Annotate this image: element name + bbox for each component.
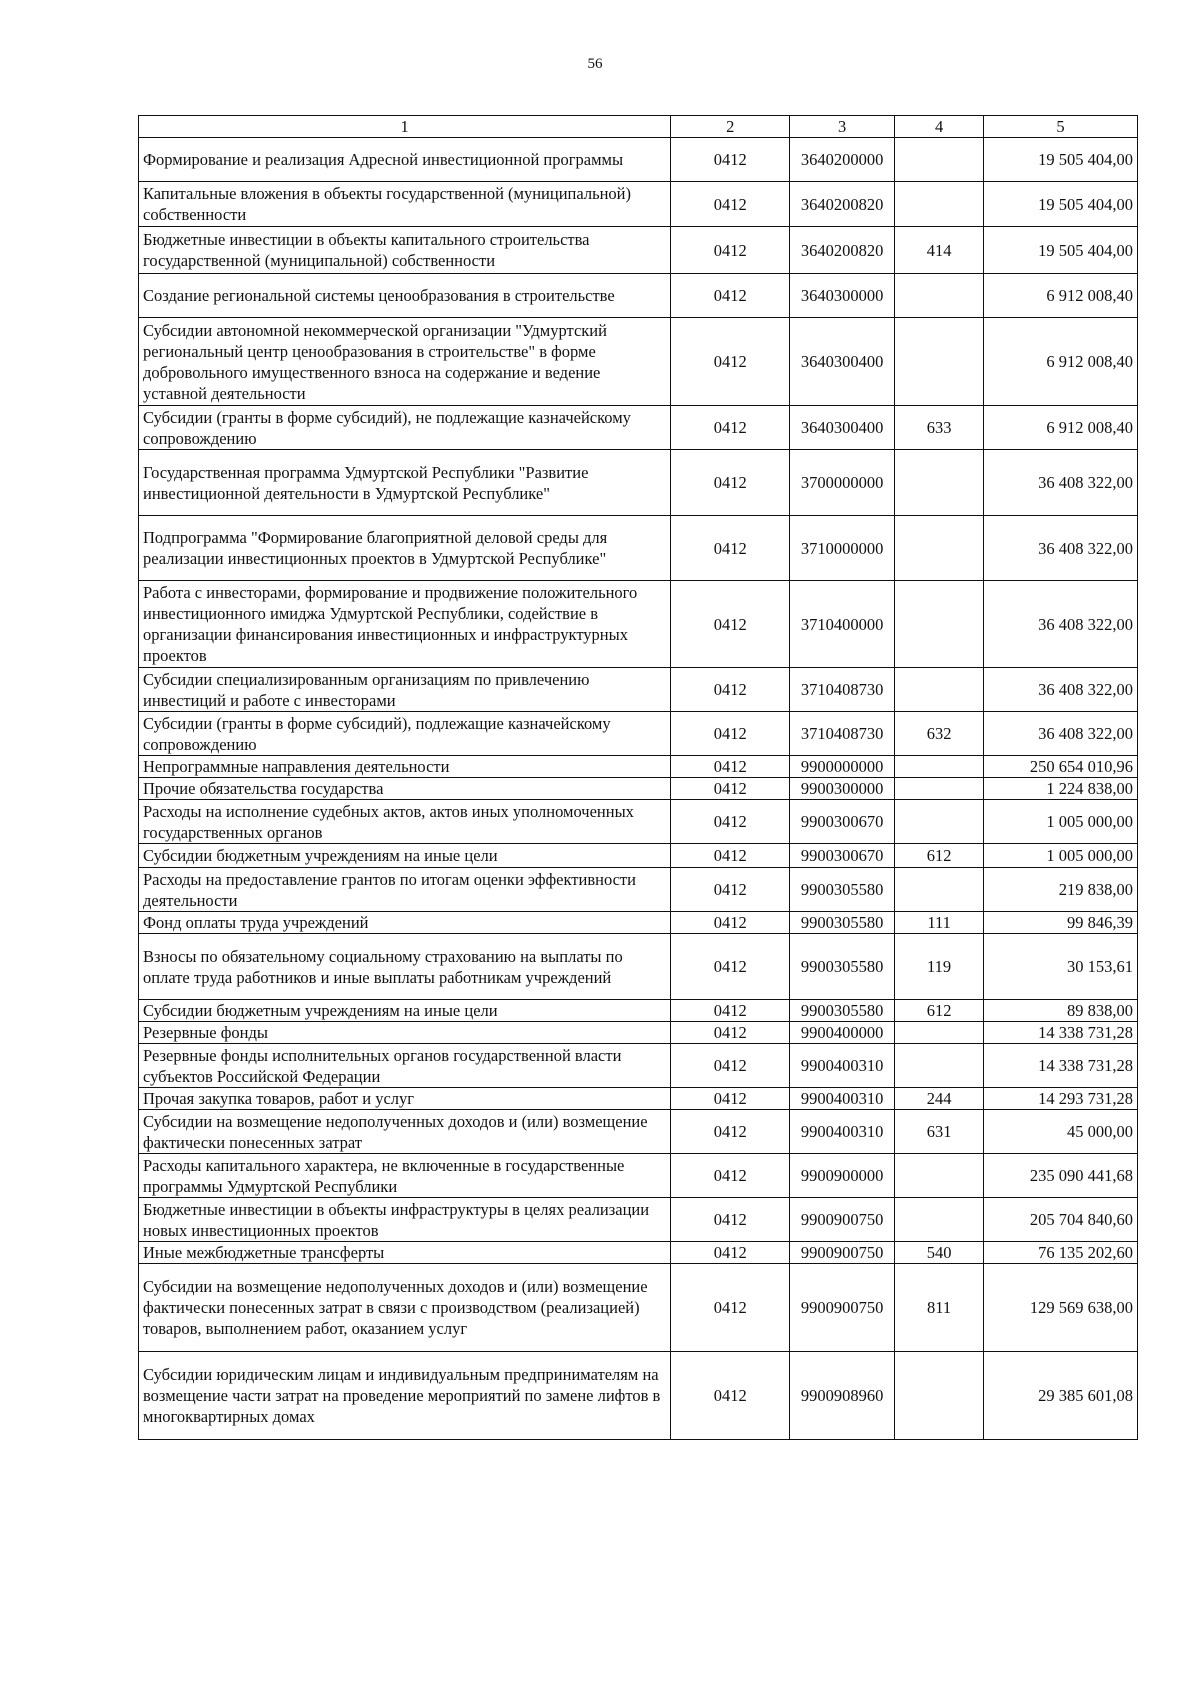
row-name: Субсидии юридическим лицам и индивидуальным предпринимателям на возмещение части затрат на проведение мероприятий по замене лифтов в многоквартирных домах (139, 1352, 671, 1440)
row-name: Резервные фонды (139, 1022, 671, 1044)
row-expense-type (895, 756, 984, 778)
row-expense-type (895, 182, 984, 227)
row-amount: 6 912 008,40 (984, 318, 1138, 406)
row-target-code: 9900908960 (790, 1352, 895, 1440)
row-name: Взносы по обязательному социальному страхованию на выплаты по оплате труда работников и иные выплаты работникам учреждений (139, 934, 671, 1000)
table-row (139, 912, 1138, 934)
row-name: Формирование и реализация Адресной инвестиционной программы (139, 138, 671, 182)
row-section: 0412 (671, 868, 790, 912)
row-name: Создание региональной системы ценообразования в строительстве (139, 274, 671, 318)
row-target-code: 9900400310 (790, 1110, 895, 1154)
row-section: 0412 (671, 182, 790, 227)
row-name: Субсидии (гранты в форме субсидий), не подлежащие казначейскому сопровождению (139, 406, 671, 450)
page-number: 56 (587, 56, 603, 72)
row-name: Субсидии автономной некоммерческой организации "Удмуртский региональный центр ценообразования в строительстве" в форме добровольного имущественного взноса на содержание и ведение уставной деятельности (139, 318, 671, 406)
row-name: Иные межбюджетные трансферты (139, 1242, 671, 1264)
row-section: 0412 (671, 138, 790, 182)
table-row (139, 1198, 1138, 1242)
row-amount: 89 838,00 (984, 1000, 1138, 1022)
row-section: 0412 (671, 318, 790, 406)
row-expense-type (895, 1198, 984, 1242)
row-amount: 250 654 010,96 (984, 756, 1138, 778)
row-name: Государственная программа Удмуртской Республики "Развитие инвестиционной деятельности в Удмуртской Республике" (139, 450, 671, 516)
row-target-code: 9900305580 (790, 1000, 895, 1022)
row-amount: 1 005 000,00 (984, 844, 1138, 868)
row-expense-type (895, 868, 984, 912)
row-section: 0412 (671, 1352, 790, 1440)
row-section: 0412 (671, 581, 790, 668)
table-row (139, 406, 1138, 450)
row-amount: 30 153,61 (984, 934, 1138, 1000)
row-amount: 36 408 322,00 (984, 450, 1138, 516)
row-expense-type: 244 (895, 1088, 984, 1110)
row-target-code: 9900900750 (790, 1198, 895, 1242)
row-expense-type (895, 778, 984, 800)
row-target-code: 3710408730 (790, 668, 895, 712)
row-amount: 6 912 008,40 (984, 274, 1138, 318)
row-amount: 99 846,39 (984, 912, 1138, 934)
row-section: 0412 (671, 1044, 790, 1088)
row-target-code: 9900000000 (790, 756, 895, 778)
row-target-code: 9900400000 (790, 1022, 895, 1044)
table-row (139, 934, 1138, 1000)
row-section: 0412 (671, 778, 790, 800)
row-section: 0412 (671, 516, 790, 581)
row-section: 0412 (671, 1088, 790, 1110)
row-section: 0412 (671, 800, 790, 844)
row-amount: 14 338 731,28 (984, 1044, 1138, 1088)
table-row (139, 1000, 1138, 1022)
row-target-code: 9900900000 (790, 1154, 895, 1198)
row-section: 0412 (671, 274, 790, 318)
row-name: Резервные фонды исполнительных органов государственной власти субъектов Российской Федерации (139, 1044, 671, 1088)
row-expense-type: 811 (895, 1264, 984, 1352)
row-expense-type: 632 (895, 712, 984, 756)
row-name: Субсидии на возмещение недополученных доходов и (или) возмещение фактически понесенных затрат в связи с производством (реализацией) товаров, выполнением работ, оказанием услуг (139, 1264, 671, 1352)
row-expense-type (895, 1022, 984, 1044)
table-row (139, 668, 1138, 712)
row-target-code: 9900900750 (790, 1264, 895, 1352)
row-name: Расходы на предоставление грантов по итогам оценки эффективности деятельности (139, 868, 671, 912)
row-name: Субсидии (гранты в форме субсидий), подлежащие казначейскому сопровождению (139, 712, 671, 756)
row-expense-type: 111 (895, 912, 984, 934)
row-amount: 19 505 404,00 (984, 227, 1138, 274)
table-row (139, 1022, 1138, 1044)
table-row (139, 1352, 1138, 1440)
row-target-code: 9900300670 (790, 800, 895, 844)
row-name: Фонд оплаты труда учреждений (139, 912, 671, 934)
row-name: Субсидии бюджетным учреждениям на иные цели (139, 844, 671, 868)
row-amount: 19 505 404,00 (984, 182, 1138, 227)
column-header: 2 (671, 116, 790, 138)
row-section: 0412 (671, 1154, 790, 1198)
row-name: Субсидии на возмещение недополученных доходов и (или) возмещение фактически понесенных затрат (139, 1110, 671, 1154)
row-amount: 1 005 000,00 (984, 800, 1138, 844)
row-amount: 14 338 731,28 (984, 1022, 1138, 1044)
row-target-code: 3640200820 (790, 182, 895, 227)
row-name: Бюджетные инвестиции в объекты капитального строительства государственной (муниципальной) собственности (139, 227, 671, 274)
row-name: Бюджетные инвестиции в объекты инфраструктуры в целях реализации новых инвестиционных проектов (139, 1198, 671, 1242)
row-name: Прочие обязательства государства (139, 778, 671, 800)
row-expense-type (895, 274, 984, 318)
table-row (139, 581, 1138, 668)
column-header: 1 (139, 116, 671, 138)
row-expense-type (895, 1044, 984, 1088)
row-expense-type: 540 (895, 1242, 984, 1264)
row-name: Подпрограмма "Формирование благоприятной деловой среды для реализации инвестиционных проектов в Удмуртской Республике" (139, 516, 671, 581)
row-amount: 14 293 731,28 (984, 1088, 1138, 1110)
table-row (139, 756, 1138, 778)
row-amount: 76 135 202,60 (984, 1242, 1138, 1264)
row-name: Прочая закупка товаров, работ и услуг (139, 1088, 671, 1110)
row-section: 0412 (671, 406, 790, 450)
table-row (139, 868, 1138, 912)
row-expense-type (895, 1154, 984, 1198)
table-row (139, 1242, 1138, 1264)
row-expense-type: 633 (895, 406, 984, 450)
table-row (139, 227, 1138, 274)
row-name: Субсидии специализированным организациям по привлечению инвестиций и работе с инвесторами (139, 668, 671, 712)
row-expense-type (895, 318, 984, 406)
row-section: 0412 (671, 1264, 790, 1352)
row-target-code: 9900400310 (790, 1044, 895, 1088)
row-amount: 36 408 322,00 (984, 668, 1138, 712)
column-header: 4 (895, 116, 984, 138)
row-amount: 129 569 638,00 (984, 1264, 1138, 1352)
row-target-code: 3710408730 (790, 712, 895, 756)
row-expense-type (895, 800, 984, 844)
row-section: 0412 (671, 668, 790, 712)
row-name: Субсидии бюджетным учреждениям на иные цели (139, 1000, 671, 1022)
row-amount: 19 505 404,00 (984, 138, 1138, 182)
row-section: 0412 (671, 844, 790, 868)
table-row (139, 1110, 1138, 1154)
row-expense-type (895, 581, 984, 668)
row-expense-type (895, 1352, 984, 1440)
row-amount: 219 838,00 (984, 868, 1138, 912)
row-section: 0412 (671, 1198, 790, 1242)
row-section: 0412 (671, 756, 790, 778)
row-expense-type: 119 (895, 934, 984, 1000)
row-expense-type (895, 450, 984, 516)
row-amount: 29 385 601,08 (984, 1352, 1138, 1440)
table-row (139, 450, 1138, 516)
row-target-code: 9900400310 (790, 1088, 895, 1110)
row-target-code: 3700000000 (790, 450, 895, 516)
row-target-code: 3710400000 (790, 581, 895, 668)
row-expense-type: 612 (895, 1000, 984, 1022)
table-row (139, 712, 1138, 756)
row-amount: 45 000,00 (984, 1110, 1138, 1154)
table-row (139, 318, 1138, 406)
row-section: 0412 (671, 1000, 790, 1022)
budget-table (138, 115, 1138, 1440)
row-name: Капитальные вложения в объекты государственной (муниципальной) собственности (139, 182, 671, 227)
row-section: 0412 (671, 912, 790, 934)
row-target-code: 9900900750 (790, 1242, 895, 1264)
table-header-row (139, 116, 1138, 138)
column-header: 5 (984, 116, 1138, 138)
row-name: Работа с инвесторами, формирование и продвижение положительного инвестиционного имиджа Удмуртской Республики, содействие в организации финансирования инвестиционных и инфраструктурных проектов (139, 581, 671, 668)
table-row (139, 182, 1138, 227)
table-row (139, 1088, 1138, 1110)
row-target-code: 9900305580 (790, 934, 895, 1000)
row-amount: 205 704 840,60 (984, 1198, 1138, 1242)
table-row (139, 138, 1138, 182)
row-expense-type (895, 138, 984, 182)
row-section: 0412 (671, 1022, 790, 1044)
table-row (139, 1044, 1138, 1088)
row-section: 0412 (671, 227, 790, 274)
row-expense-type (895, 668, 984, 712)
row-section: 0412 (671, 450, 790, 516)
row-name: Расходы на исполнение судебных актов, актов иных уполномоченных государственных органов (139, 800, 671, 844)
row-target-code: 9900300000 (790, 778, 895, 800)
table-row (139, 778, 1138, 800)
row-target-code: 9900305580 (790, 868, 895, 912)
row-amount: 1 224 838,00 (984, 778, 1138, 800)
row-name: Расходы капитального характера, не включенные в государственные программы Удмуртской Республики (139, 1154, 671, 1198)
row-expense-type: 631 (895, 1110, 984, 1154)
table-row (139, 1264, 1138, 1352)
row-name: Непрограммные направления деятельности (139, 756, 671, 778)
row-target-code: 3640300000 (790, 274, 895, 318)
table-row (139, 1154, 1138, 1198)
row-target-code: 9900305580 (790, 912, 895, 934)
row-expense-type (895, 516, 984, 581)
row-expense-type: 414 (895, 227, 984, 274)
row-target-code: 3640300400 (790, 406, 895, 450)
table-row (139, 516, 1138, 581)
row-target-code: 9900300670 (790, 844, 895, 868)
row-expense-type: 612 (895, 844, 984, 868)
row-target-code: 3710000000 (790, 516, 895, 581)
row-target-code: 3640300400 (790, 318, 895, 406)
row-section: 0412 (671, 1242, 790, 1264)
row-target-code: 3640200820 (790, 227, 895, 274)
row-target-code: 3640200000 (790, 138, 895, 182)
row-amount: 235 090 441,68 (984, 1154, 1138, 1198)
table-row (139, 800, 1138, 844)
row-amount: 36 408 322,00 (984, 581, 1138, 668)
table-row (139, 274, 1138, 318)
row-section: 0412 (671, 1110, 790, 1154)
column-header: 3 (790, 116, 895, 138)
row-amount: 6 912 008,40 (984, 406, 1138, 450)
row-section: 0412 (671, 934, 790, 1000)
row-amount: 36 408 322,00 (984, 516, 1138, 581)
row-amount: 36 408 322,00 (984, 712, 1138, 756)
row-section: 0412 (671, 712, 790, 756)
table-row (139, 844, 1138, 868)
